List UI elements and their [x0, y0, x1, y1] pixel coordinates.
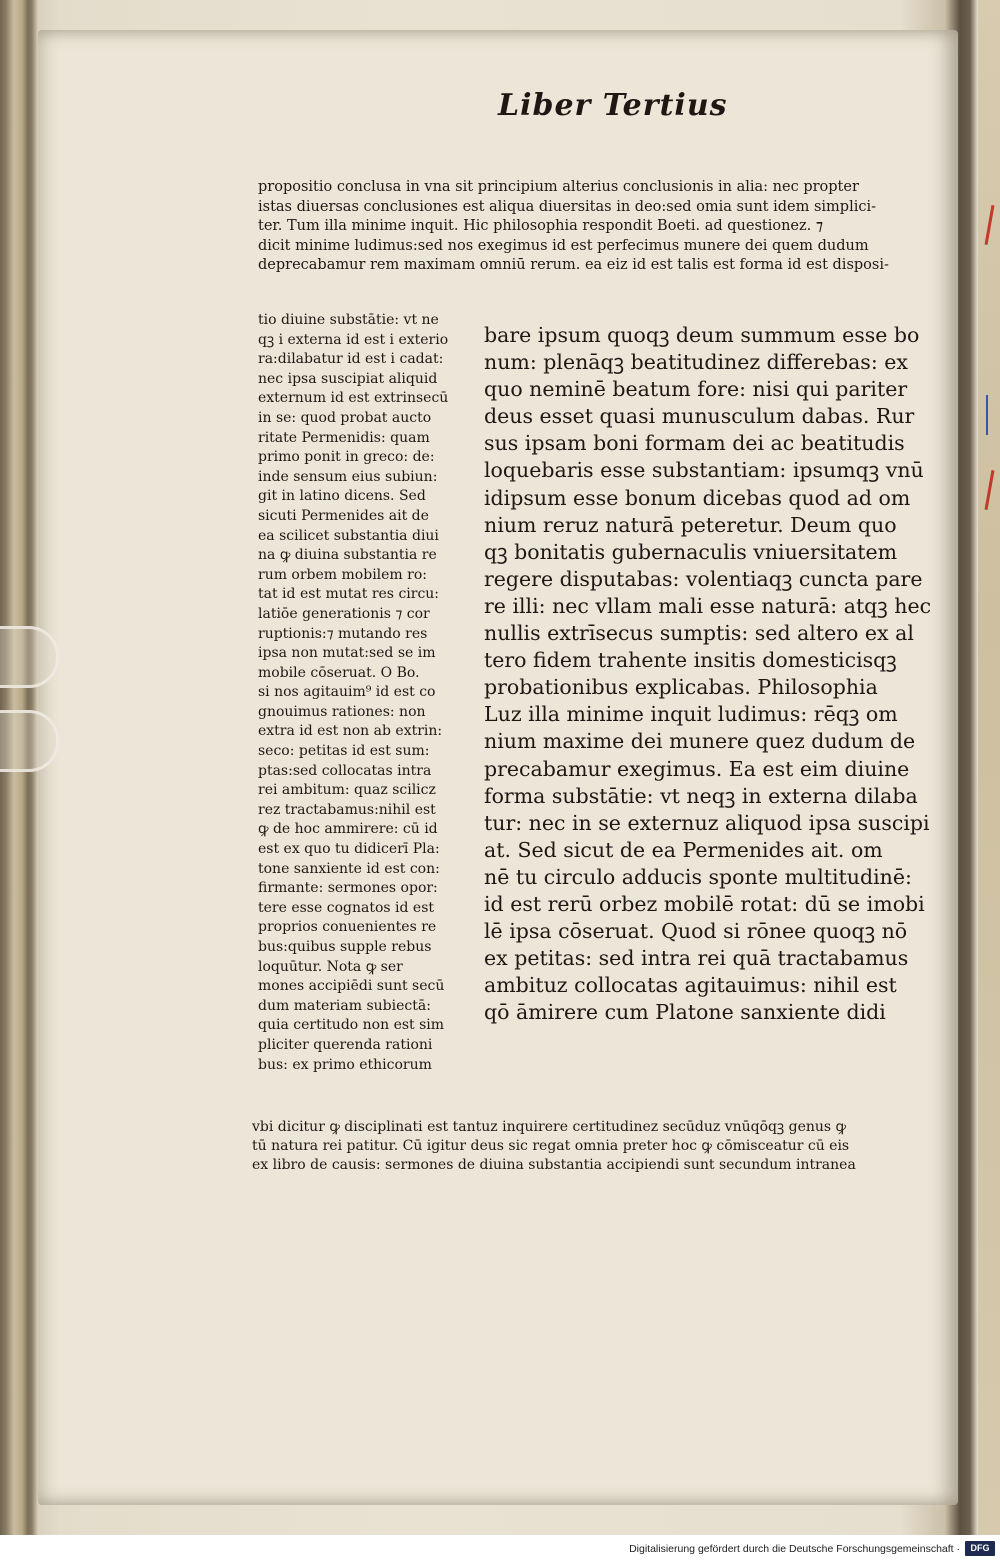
commentary-line: vbi dicitur ꝙ disciplinati est tantuz inquirere certitudinez secūduz vnūqōqꝫ genus ꝙ [252, 1119, 847, 1135]
gloss-line: est ex quo tu didicerī Pla: [258, 841, 440, 858]
main-text-line: deus esset quasi munusculum dabas. Rur [484, 404, 915, 429]
main-text-line: forma substātie: vt neqꝫ in externa dilaba [484, 783, 918, 808]
gloss-line: ꝙ de hoc ammirere: cū id [258, 821, 438, 838]
main-text-line: re illi: nec vllam mali esse naturā: atqꝫ hec [484, 593, 932, 618]
commentary-line: propositio conclusa in vna sit principium alterius conclusionis in alia: nec propter [258, 179, 859, 195]
main-text-line: nium reruz naturā peteretur. Deum quo [484, 512, 897, 537]
gloss-line: proprios conuenientes re [258, 919, 437, 936]
gloss-line: ipsa non mutat:sed se im [258, 645, 436, 662]
commentary-line: ex libro de causis: sermones de diuina substantia accipiendi sunt secundum intranea [252, 1157, 856, 1173]
footer-bar [0, 1535, 1000, 1562]
gloss-line: primo ponit in greco: de: [258, 449, 435, 466]
gloss-line: gnouimus rationes: non [258, 703, 426, 720]
commentary-line: deprecabamur rem maximam omniū rerum. ea eiz id est talis est forma id est disposi- [258, 257, 889, 274]
main-text-line: tur: nec in se externuz aliquod ipsa suscipi [484, 810, 930, 835]
main-text-line: probationibus explicabas. Philosophia [484, 675, 878, 700]
running-head: Liber Tertius [498, 88, 728, 123]
gloss-line: dum materiam subiectā: [258, 997, 431, 1014]
page-clip-upper [0, 626, 59, 688]
gloss-line: nec ipsa suscipiat aliquid [258, 370, 438, 387]
main-text-line: qō āmirere cum Platone sanxiente didi [484, 1000, 886, 1025]
gloss-line: rum orbem mobilem ro: [258, 566, 427, 583]
gloss-line: ra:dilabatur id est i cadat: [258, 351, 444, 368]
main-text-line: precabamur exegimus. Ea est eim diuine [484, 756, 910, 781]
main-text-line: bare ipsum quoqꝫ deum summum esse bo [484, 323, 920, 347]
gloss-line: externum id est extrinsecū [258, 390, 449, 407]
main-text-line: lē ipsa cōseruat. Quod si rōnee quoqꝫ nō [484, 919, 908, 944]
gloss-line: pliciter querenda rationi [258, 1036, 433, 1053]
gloss-line: in se: quod probat aucto [258, 409, 432, 426]
gloss-line: firmante: sermones opor: [258, 880, 438, 897]
main-text-line: regere disputabas: volentiaqꝫ cuncta pare [484, 566, 923, 591]
gloss-line: rez tractabamus:nihil est [258, 801, 436, 818]
main-text-line: sus ipsam boni formam dei ac beatitudis [484, 431, 905, 456]
page-clip-lower [0, 710, 59, 772]
commentary-line: dicit minime ludimus:sed nos exegimus id est perfecimus munere dei quem dudum [258, 237, 869, 254]
gloss-line: ritate Permenidis: quam [258, 429, 430, 446]
main-text-line: nē tu circulo adducis sponte multitudinē: [484, 864, 912, 889]
gloss-line: latiōe generationis ⁊ cor [258, 605, 430, 622]
gloss-line: bus:quibus supple rebus [258, 939, 432, 955]
gloss-line: mones accipiēdi sunt secū [258, 978, 445, 995]
gloss-line: mobile cōseruat. O Bo. [258, 664, 420, 681]
gloss-line: si nos agitauim⁹ id est co [258, 684, 436, 701]
main-text-line: at. Sed sicut de ea Permenides ait. om [484, 837, 883, 862]
gloss-line: ptas:sed collocatas intra [258, 762, 432, 779]
main-text-line: quo neminē beatum fore: nisi qui pariter [484, 377, 908, 402]
gloss-line: ea scilicet substantia diui [258, 527, 439, 544]
main-text-line: nullis extrīsecus sumptis: sed altero ex al [484, 621, 914, 646]
main-text-line: id est rerū orbez mobilē rotat: dū se imobi [484, 891, 925, 916]
gloss-line: ruptionis:⁊ mutando res [258, 625, 428, 642]
commentary-top [258, 178, 889, 276]
main-text-line: ex petitas: sed intra rei quā tractabamus [484, 946, 909, 971]
gloss-line: tat id est mutat res circu: [258, 586, 440, 603]
commentary-gloss-column [258, 311, 448, 1075]
commentary-line: ter. Tum illa minime inquit. Hic philosophia respondit Boeti. ad questionez. ⁊ [258, 218, 824, 235]
gloss-line: tio diuine substātie: vt ne [258, 312, 439, 328]
main-text-line: idipsum esse bonum dicebas quod ad om [484, 485, 911, 510]
gloss-line: rei ambitum: quaz scilicz [258, 782, 436, 799]
gloss-line: inde sensum eius subiun: [258, 468, 438, 485]
commentary-line: istas diuersas conclusiones est aliqua diuersitas in deo:sed omia sunt idem simplici- [258, 198, 876, 215]
gloss-line: tere esse cognatos id est [258, 899, 434, 916]
gloss-line: na ꝙ diuina substantia re [258, 547, 437, 564]
main-text-line: ambituz collocatas agitauimus: nihil est [484, 973, 897, 998]
main-text-column [484, 322, 931, 1026]
gloss-line: sicuti Permenides ait de [258, 507, 429, 524]
dfg-logo: DFG [965, 1541, 995, 1556]
main-text-line: loquebaris esse substantiam: ipsumqꝫ vnū [484, 458, 924, 483]
main-text-line: Luz illa minime inquit ludimus: rēqꝫ om [484, 702, 898, 727]
gloss-line: bus: ex primo ethicorum [258, 1056, 432, 1073]
gloss-line: git in latino dicens. Sed [258, 488, 426, 505]
main-text-line: num: plenāqꝫ beatitudinez differebas: ex [484, 350, 908, 375]
commentary-bottom [252, 1118, 856, 1175]
main-text-line: tero fidem trahente insitis domesticisqꝫ [484, 648, 897, 673]
gloss-line: quia certitudo non est sim [258, 1017, 445, 1034]
gloss-line: loquūtur. Nota ꝙ ser [258, 958, 403, 975]
commentary-line: tū natura rei patitur. Cū igitur deus sic regat omnia preter hoc ꝙ cōmisceatur cū eis [252, 1138, 850, 1154]
main-text-line: nium maxime dei munere quez dudum de [484, 729, 916, 754]
gloss-line: seco: petitas id est sum: [258, 743, 430, 760]
gloss-line: tone sanxiente id est con: [258, 860, 440, 877]
gloss-line: qꝫ i externa id est i exterio [258, 331, 449, 348]
gloss-line: extra id est non ab extrin: [258, 723, 443, 740]
rubric-mark-blue [986, 395, 988, 435]
funding-notice: Digitalisierung gefördert durch die Deutsche Forschungsgemeinschaft · [629, 1543, 960, 1555]
main-text-line: qꝫ bonitatis gubernaculis vniuersitatem [484, 539, 898, 564]
